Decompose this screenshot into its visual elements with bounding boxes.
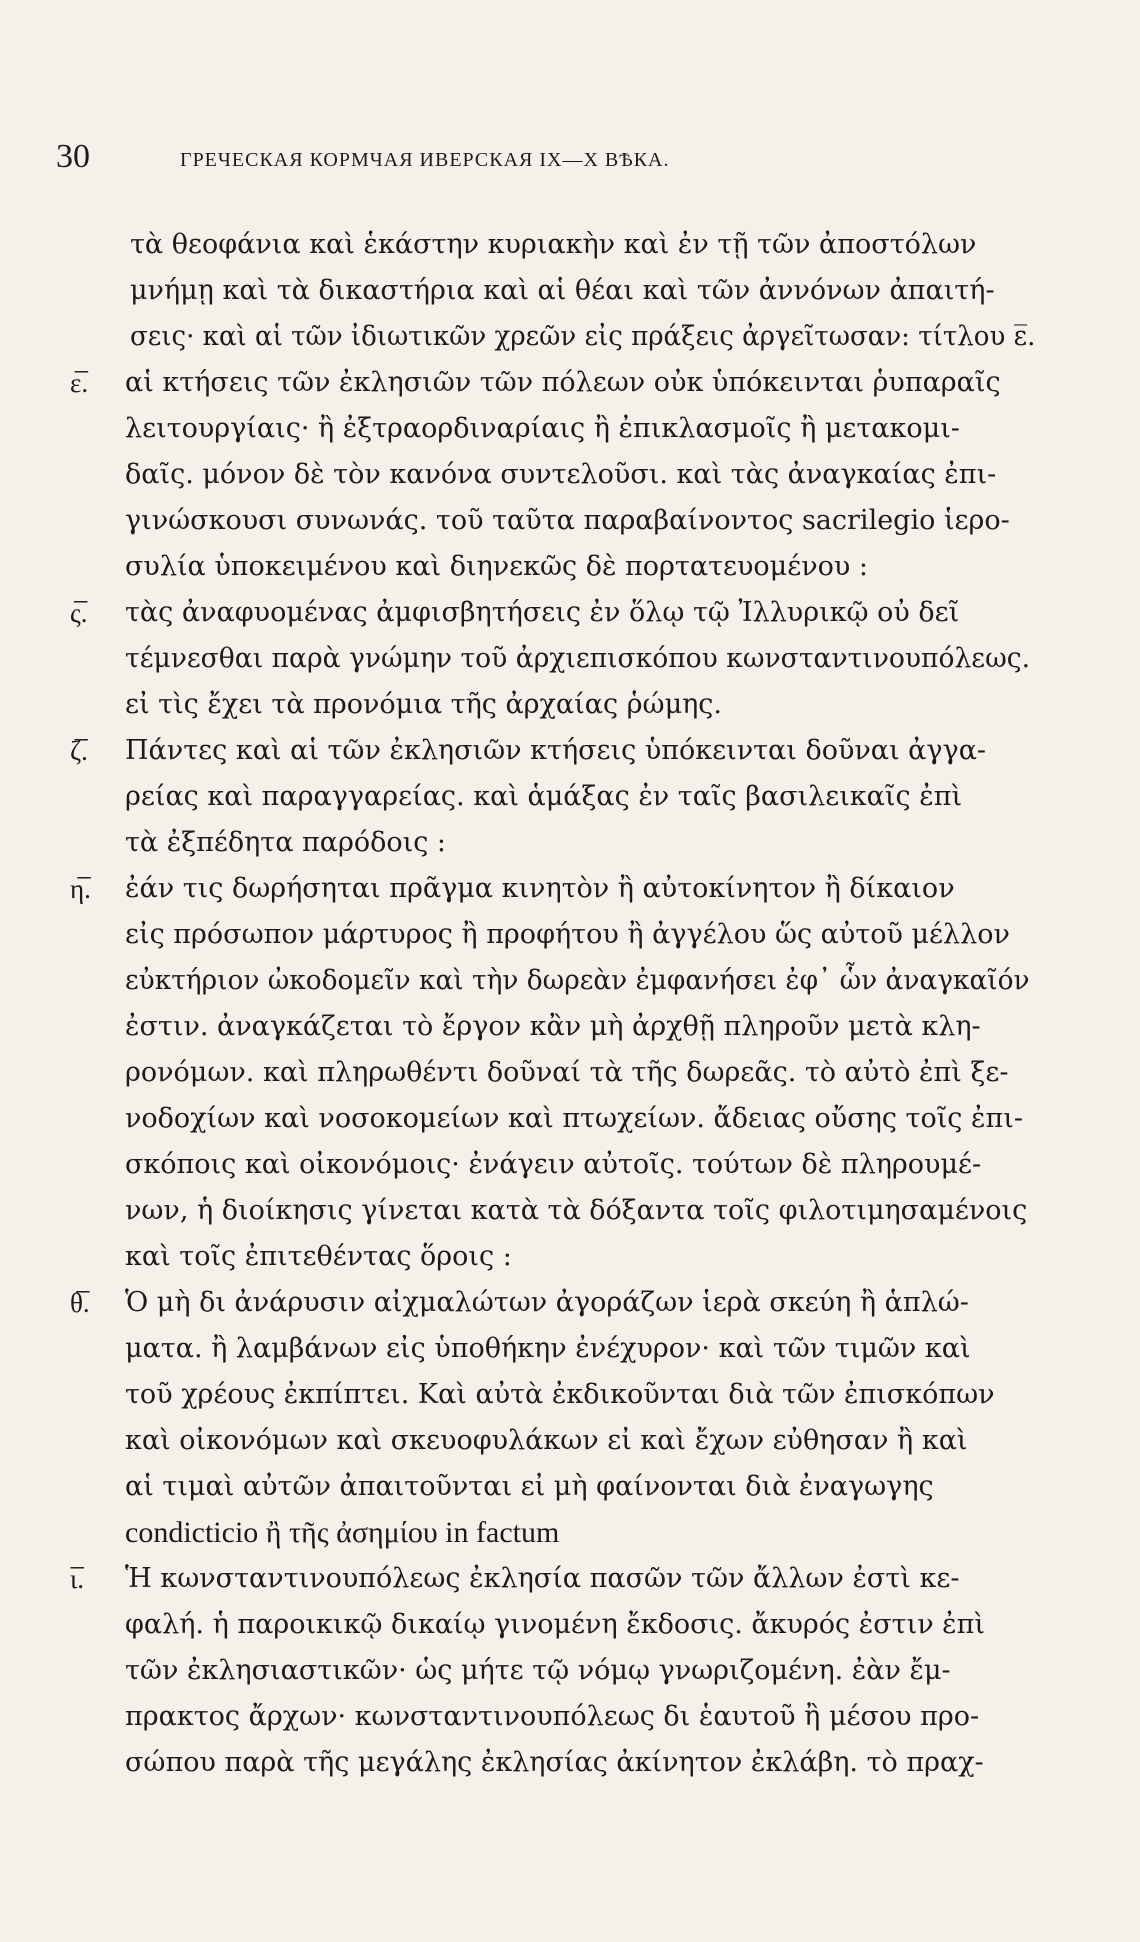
text-line: τὰ θεοφάνια καὶ ἑκάστην κυριακὴν καὶ ἐν τῇ τῶν ἀποστόλων — [130, 229, 977, 260]
page-header — [56, 138, 1056, 178]
text-line: τέμνεσθαι παρὰ γνώμην τοῦ ἀρχιεπισκόπου κωνσταντινουπόλεως. — [125, 643, 1031, 674]
text-line: σώπου παρὰ τῆς μεγάλης ἐκλησίας ἀκίνητον ἐκλάβη. τὸ πραχ- — [125, 1747, 984, 1778]
text-line: φαλή. ἡ παροικικῷ δικαίῳ γινομένη ἔκδοσις. ἄκυρός ἐστιν ἐπὶ — [125, 1609, 986, 1640]
text-line: αἱ κτήσεις τῶν ἐκλησιῶν τῶν πόλεων οὐκ ὑπόκεινται ῥυπαραῖς — [125, 367, 1001, 398]
paragraph-number: ζ̅. — [70, 736, 88, 766]
text-line: πρακτος ἄρχων· κωνσταντινουπόλεως δι ἑαυτοῦ ἢ μέσου προ- — [125, 1701, 980, 1732]
paragraph-5 — [70, 360, 1030, 590]
paragraph-8 — [70, 866, 1030, 1280]
text-line: τοῦ χρέους ἐκπίπτει. Καὶ αὐτὰ ἐκδικοῦνται διὰ τῶν ἐπισκόπων — [125, 1379, 995, 1410]
text-line: συλία ὑποκειμένου καὶ διηνεκῶς δὲ πορτατευομένου : — [125, 551, 868, 582]
paragraph-6 — [70, 590, 1030, 728]
text-line: εἰ τὶς ἔχει τὰ προνόμια τῆς ἀρχαίας ῥώμης. — [125, 689, 722, 720]
text-line: τὰ ἐξπέδητα παρόδοις : — [125, 827, 447, 858]
text-line: εἰς πρόσωπον μάρτυρος ἢ προφήτου ἢ ἀγγέλου ὥς αὐτοῦ μέλλον — [125, 919, 1010, 950]
text-line: τῶν ἐκλησιαστικῶν· ὡς μήτε τῷ νόμῳ γνωριζομένη. ἐὰν ἔμ- — [125, 1655, 951, 1686]
paragraph-number: η̅. — [70, 874, 91, 904]
page-number: 30 — [56, 138, 90, 175]
text-line: αἱ τιμαὶ αὐτῶν ἀπαιτοῦνται εἰ μὴ φαίνονται διὰ ἐναγωγης — [125, 1471, 934, 1502]
paragraph-10 — [70, 1556, 1030, 1786]
text-line: ἐστιν. ἀναγκάζεται τὸ ἔργον κἂν μὴ ἀρχθῇ πληροῦν μετὰ κλη- — [125, 1011, 981, 1042]
text-body — [70, 222, 1036, 1786]
text-line: καὶ οἰκονόμων καὶ σκευοφυλάκων εἰ καὶ ἔχων εὐθησαν ἢ καὶ — [125, 1425, 968, 1456]
text-line: Πάντες καὶ αἱ τῶν ἐκλησιῶν κτήσεις ὑπόκεινται δοῦναι ἀγγα- — [125, 735, 987, 766]
text-line: δαῖς. μόνον δὲ τὸν κανόνα συντελοῦσι. καὶ τὰς ἀναγκαίας ἐπι- — [125, 459, 997, 490]
text-line: τὰς ἀναφυομένας ἀμφισβητήσεις ἐν ὅλῳ τῷ Ἰλλυρικῷ οὐ δεῖ — [125, 597, 960, 628]
text-line: σκόποις καὶ οἰκονόμοις· ἐνάγειν αὐτοῖς. τούτων δὲ πληρουμέ- — [125, 1149, 982, 1180]
text-line: νοδοχίων καὶ νοσοκομείων καὶ πτωχείων. ἄδειας οὔσης τοῖς ἐπι- — [125, 1103, 1023, 1134]
text-line: εὐκτήριον ὠκοδομεῖν καὶ τὴν δωρεὰν ἐμφανήσει ἐφ᾽ ὧν ἀναγκαῖόν — [125, 965, 1030, 996]
text-line: Ὁ μὴ δι ἀνάρυσιν αἰχμαλώτων ἀγοράζων ἱερὰ σκεύη ἢ ἁπλώ- — [125, 1287, 969, 1318]
text-line: γινώσκουσι συνωνάς. τοῦ ταῦτα παραβαίνοντος sacrilegio ἱερο- — [125, 505, 1010, 536]
paragraph-continuation — [70, 222, 1036, 360]
text-line: καὶ τοῖς ἐπιτεθέντας ὅροις : — [125, 1241, 512, 1272]
paragraph-number: θ̅. — [70, 1288, 90, 1318]
paragraph-9 — [70, 1280, 1030, 1556]
paragraph-number: ς̅. — [70, 598, 88, 628]
text-line: λειτουργίαις· ἢ ἐξτραορδιναρίαις ἢ ἐπικλασμοῖς ἢ μετακομι- — [125, 413, 960, 444]
text-line: ρονόμων. καὶ πληρωθέντι δοῦναί τὰ τῆς δωρεᾶς. τὸ αὐτὸ ἐπὶ ξε- — [125, 1057, 1009, 1088]
text-line: ματα. ἢ λαμβάνων εἰς ὑποθήκην ἐνέχυρον· καὶ τῶν τιμῶν καὶ — [125, 1333, 971, 1364]
text-line: Ἡ κωνσταντινουπόλεως ἐκλησία πασῶν τῶν ἄλλων ἐστὶ κε- — [125, 1563, 960, 1594]
text-line: μνήμῃ καὶ τὰ δικαστήρια καὶ αἱ θέαι καὶ τῶν ἀννόνων ἀπαιτή- — [130, 275, 995, 306]
text-line: ἐάν τις δωρήσηται πρᾶγμα κινητὸν ἢ αὐτοκίνητον ἢ δίκαιον — [125, 873, 955, 904]
paragraph-number: ι̅. — [70, 1564, 85, 1594]
paragraph-number: ε̅. — [70, 368, 89, 398]
running-title: ГРЕЧЕСКАЯ КОРМЧАЯ ИВЕРСКАЯ IX—X ВѢКА. — [180, 149, 670, 171]
paragraph-7 — [70, 728, 1030, 866]
text-line: σεις· καὶ αἱ τῶν ἰδιωτικῶν χρεῶν εἰς πράξεις ἀργεῖτωσαν: τίτλου ε̅. — [130, 321, 1036, 352]
text-line-latin: condicticio ἢ τῆς ἀσημίου in factum — [125, 1516, 560, 1549]
text-line: νων, ἡ διοίκησις γίνεται κατὰ τὰ δόξαντα τοῖς φιλοτιμησαμένοις — [125, 1195, 1028, 1226]
text-line: ρείας καὶ παραγγαρείας. καὶ ἁμάξας ἐν ταῖς βασιλεικαῖς ἐπὶ — [125, 781, 963, 812]
